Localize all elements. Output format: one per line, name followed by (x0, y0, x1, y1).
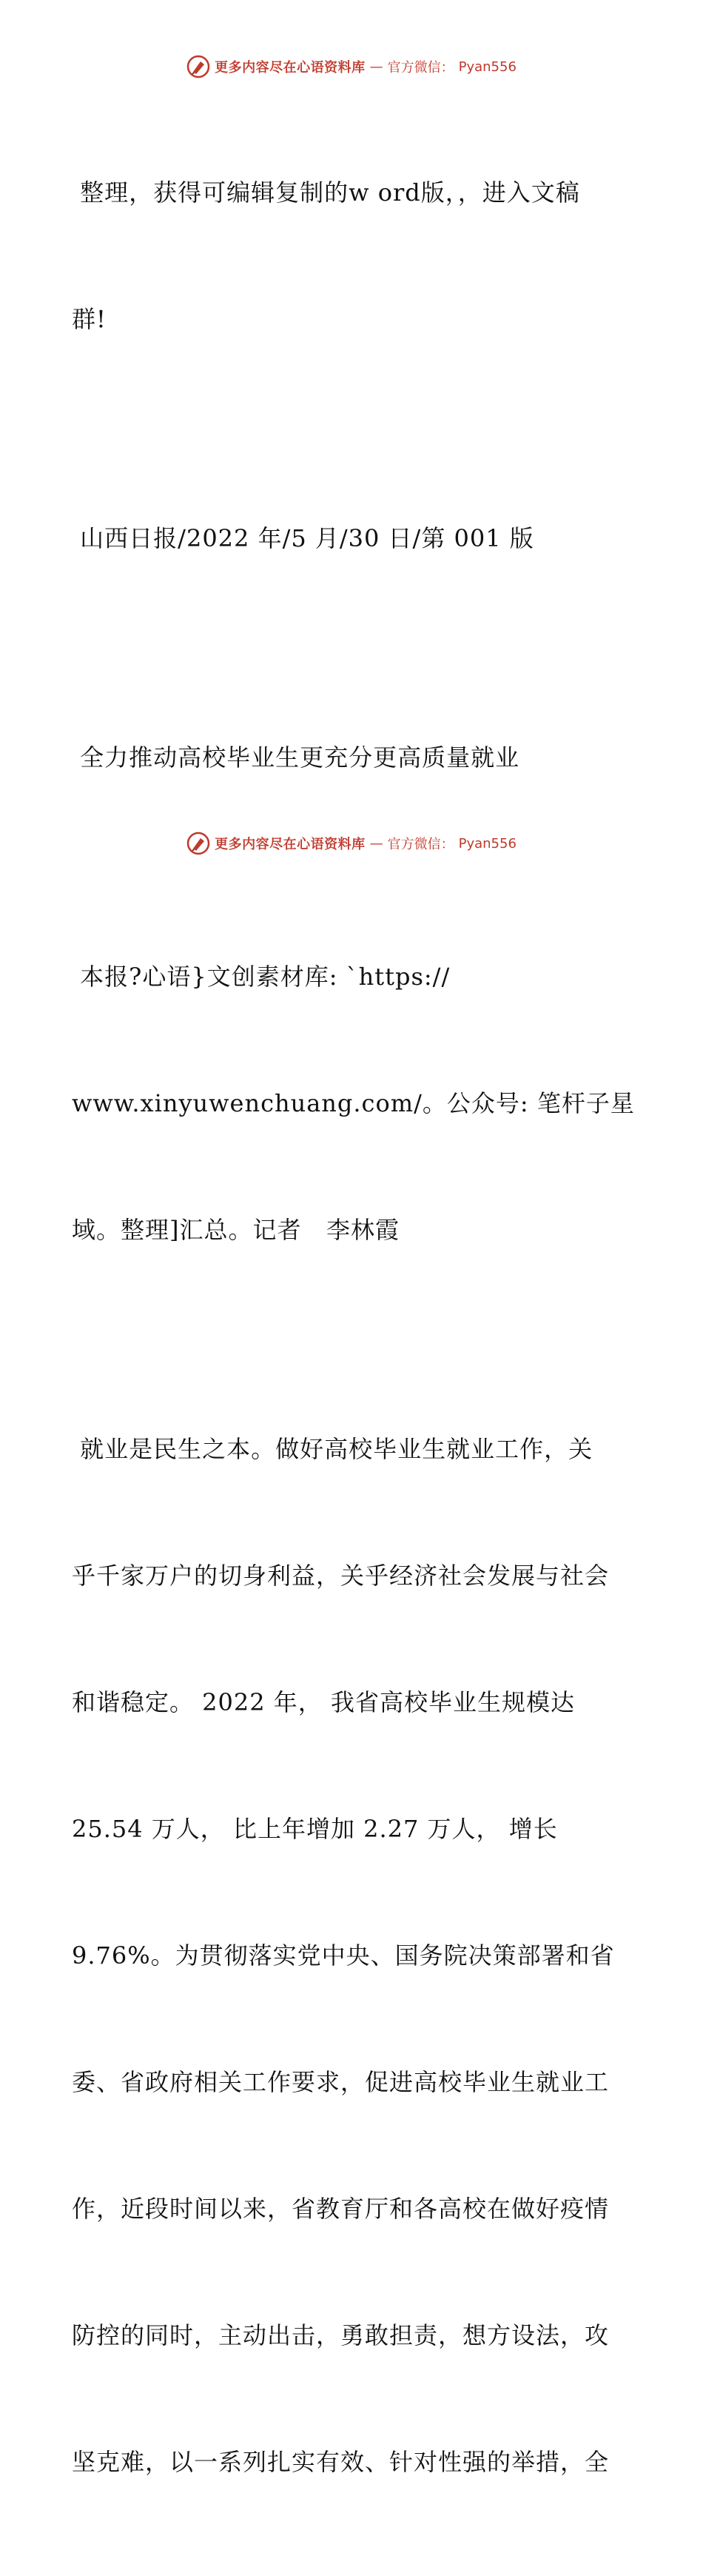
text-line: 委、省政府相关工作要求，促进高校毕业生就业工 (72, 2068, 610, 2096)
paragraph-body (72, 1344, 634, 2568)
banner-wechat-id: Pyan556 (458, 835, 517, 852)
article-title: 全力推动高校毕业生更充分更高质量就业 (72, 743, 520, 772)
banner-wechat-label: 官方微信： (387, 60, 454, 76)
source-line: 山西日报/2022 年/5 月/30 日/第 001 版 (72, 524, 534, 552)
banner-dash: — (369, 835, 383, 852)
text-line: 防控的同时，主动出击，勇敢担责，想方设法，攻 (72, 2321, 610, 2349)
banner-site-name: 更多内容尽在心语资料库 (215, 837, 366, 852)
banner-wechat-id: Pyan556 (458, 58, 517, 75)
pen-nib-icon (186, 55, 210, 78)
text-line: 整理，获得可编辑复制的w ord版，，进入文稿 (72, 178, 580, 207)
text-line: 坚克难，以一系列扎实有效、针对性强的举措，全 (72, 2448, 610, 2476)
text-line: 就业是民生之本。做好高校毕业生就业工作，关 (72, 1435, 593, 1463)
header-watermark-banner (0, 52, 703, 81)
paragraph-source (72, 433, 634, 644)
banner-site-name: 更多内容尽在心语资料库 (215, 60, 366, 76)
footer-watermark-banner (0, 829, 703, 858)
paragraph-byline (72, 872, 634, 1336)
document-body (72, 87, 634, 2576)
text-line: 作，近段时间以来，省教育厅和各高校在做好疫情 (72, 2195, 610, 2223)
text-line: 群! (72, 305, 107, 333)
pen-nib-icon (186, 832, 210, 855)
paragraph-intro (72, 87, 634, 425)
text-line: 本报?心语}文创素材库: `https:// (72, 963, 451, 991)
text-line: 25.54 万人， 比上年增加 2.27 万人， 增长 (72, 1815, 558, 1843)
text-line: 和谐稳定。 2022 年， 我省高校毕业生规模达 (72, 1688, 575, 1716)
text-line: 乎千家万户的切身利益，关乎经济社会发展与社会 (72, 1562, 610, 1590)
banner-dash: — (369, 58, 383, 75)
text-line: 9.76%。为贯彻落实党中央、国务院决策部署和省 (72, 1941, 615, 1970)
banner-wechat-label: 官方微信： (387, 837, 454, 852)
text-line: 域。整理]汇总。记者 李林霞 (72, 1216, 400, 1244)
text-line: www.xinyuwenchuang.com/。公众号: 笔杆子星 (72, 1089, 635, 1117)
